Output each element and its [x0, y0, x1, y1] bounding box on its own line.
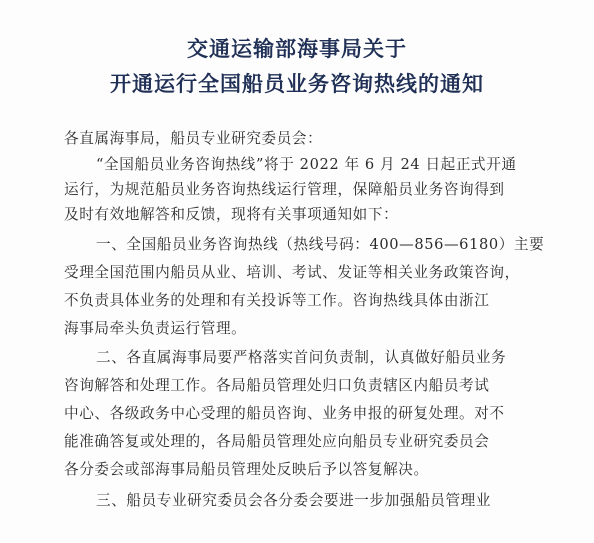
paragraph-line: 受理全国范围内船员从业、培训、考试、发证等相关业务政策咨询， — [64, 264, 520, 281]
paragraph-line: “全国船员业务咨询热线”将于 2022 年 6 月 24 日起正式开通 — [96, 156, 517, 173]
document-title-line-2: 开通运行全国船员业务咨询热线的通知 — [110, 72, 484, 96]
paragraph-line: 运行，为规范船员业务咨询热线运行管理，保障船员业务咨询得到 — [64, 181, 505, 198]
paragraph-line: 一、全国船员业务咨询热线（热线号码：400—856—6180）主要 — [96, 236, 545, 253]
paragraph-line: 各分委会或部海事局船员管理处反映后予以答复解决。 — [64, 461, 429, 478]
paragraph-line: 不负责具体业务的处理和有关投诉等工作。咨询热线具体由浙江 — [64, 292, 490, 309]
paragraph-line: 中心、各级政务中心受理的船员咨询、业务申报的研复处理。对不 — [64, 405, 505, 422]
paragraph-line: 海事局牵头负责运行管理。 — [64, 320, 247, 337]
paragraph-line: 及时有效地解答和反馈，现将有关事项通知如下： — [64, 206, 399, 223]
paragraph-line: 咨询解答和处理工作。各局船员管理处归口负责辖区内船员考试 — [64, 377, 490, 394]
paragraph-line: 三、船员专业研究委员会各分委会要进一步加强船员管理业 — [96, 492, 492, 509]
document-title-line-1: 交通运输部海事局关于 — [187, 37, 407, 61]
paragraph-line: 二、各直属海事局要严格落实首问负责制，认真做好船员业务 — [96, 349, 507, 366]
paragraph-line: 能准确答复或处理的，各局船员管理处应向船员专业研究委员会 — [64, 433, 490, 450]
salutation: 各直属海事局，船员专业研究委员会： — [64, 130, 323, 147]
